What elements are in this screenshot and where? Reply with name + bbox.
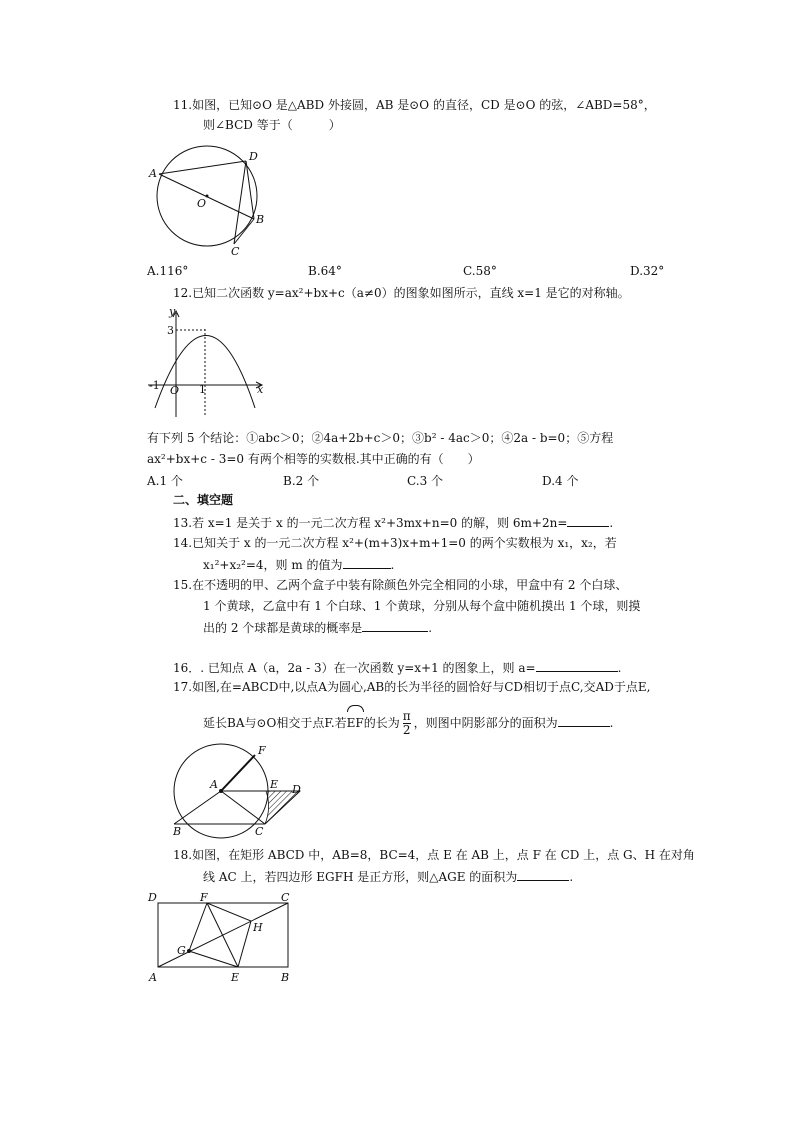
q12-text-3: ax²+bx+c - 3=0 有两个相等的实数根.其中正确的有（ ） xyxy=(147,452,480,466)
q17-answer-blank[interactable] xyxy=(558,714,610,727)
q11-label-d: D xyxy=(249,150,258,163)
q12-option-c: C.3 个 xyxy=(407,474,444,488)
q15-answer-blank[interactable] xyxy=(362,619,428,632)
q12-label-x: x xyxy=(257,383,264,396)
q14-text-2a: x₁²+x₂²=4，则 m 的值为 xyxy=(203,558,343,572)
section-2-title: 二、填空题 xyxy=(173,493,234,507)
q17-label-e: E xyxy=(270,778,279,791)
q17-text-2c: ，则图中阴影部分的面积为 xyxy=(413,716,558,730)
q11-option-c: C.58° xyxy=(463,264,497,278)
q15-text-3b: . xyxy=(428,621,433,635)
q18-label-h: H xyxy=(253,921,263,934)
q17-label-a: A xyxy=(210,778,218,791)
q17-label-c: C xyxy=(255,825,264,838)
q12-parabola-figure xyxy=(145,305,270,420)
q12-option-d: D.4 个 xyxy=(542,474,579,488)
q14-text-2b: . xyxy=(390,558,395,572)
q11-label-a: A xyxy=(149,167,157,180)
q18-label-g: G xyxy=(177,944,186,957)
q17-label-d: D xyxy=(292,783,301,796)
q12-label-3: 3 xyxy=(167,324,174,337)
q15-line-3 xyxy=(203,619,432,636)
q17-text-2b: 的长为 xyxy=(363,716,400,730)
q18-line-2: 线 AC 上，若四边形 EGFH 是正方形，则△AGE 的面积为 . xyxy=(203,870,574,884)
q11-option-b: B.64° xyxy=(308,264,342,278)
q17-text-1: 17.如图,在=ABCD中,以点A为圆心,AB的长为半径的圆恰好与CD相切于点C,交AD于点E, xyxy=(173,680,651,694)
q16-answer-blank[interactable] xyxy=(536,659,618,672)
q17-label-f: F xyxy=(258,744,266,757)
q14-text-1: 14.已知关于 x 的一元二次方程 x²+(m+3)x+m+1=0 的两个实数根为 x₁，x₂，若 xyxy=(173,536,617,550)
q11-option-a: A.116° xyxy=(147,264,189,278)
q12-label-neg1: -1 xyxy=(149,379,160,392)
q11-text-1: 11.如图，已知⊙O 是△ABD 外接圆，AB 是⊙O 的直径，CD 是⊙O 的弦，∠ABD=58°， xyxy=(173,98,656,112)
q12-option-b: B.2 个 xyxy=(283,474,320,488)
q11-label-c: C xyxy=(231,245,240,258)
q16-text: 16．. 已知点 A（a，2a - 3）在一次函数 y=x+1 的图象上，则 a= xyxy=(173,661,536,675)
q11-label-b: B xyxy=(256,213,265,226)
q17-frac-num: π xyxy=(402,709,411,723)
q17-frac-den: 2 xyxy=(402,723,411,737)
q15-text-1: 15.在不透明的甲、乙两个盒子中装有除颜色外完全相同的小球，甲盒中有 2 个白球、 xyxy=(173,578,628,592)
q18-label-d: D xyxy=(148,891,157,904)
q12-label-y: y xyxy=(169,305,176,318)
q17-parallelogram-figure xyxy=(160,742,310,840)
q11-circle-figure xyxy=(145,143,275,258)
q17-arc-ef: EF xyxy=(347,705,364,737)
q18-answer-blank[interactable] xyxy=(517,868,569,881)
q12-label-1: 1 xyxy=(199,383,206,396)
q18-label-e: E xyxy=(231,971,240,984)
q18-label-c: C xyxy=(281,891,290,904)
q14-line-2 xyxy=(203,556,394,573)
q12-text-2: 有下列 5 个结论：①abc＞0；②4a+2b+c＞0；③b² - 4ac＞0；④2a - b=0；⑤方程 xyxy=(147,431,614,445)
q12-text-1: 12.已知二次函数 y=ax²+bx+c（a≠0）的图象如图所示，直线 x=1 是它的对称轴。 xyxy=(173,286,630,300)
q15-text-2: 1 个黄球，乙盒中有 1 个白球、1 个黄球，分别从每个盒中随机摸出 1 个球，则摸 xyxy=(203,599,641,613)
q13-answer-blank[interactable] xyxy=(567,514,609,527)
q17-line-2: 延长BA与⊙O相交于点F.若EF的长为 $\frac{\pi}{2}$ ，则图中阴影部分的面积为 . xyxy=(203,705,614,737)
q18-label-a: A xyxy=(149,971,157,984)
q17-text-2a: 延长BA与⊙O相交于点F.若 xyxy=(203,716,347,730)
q18-label-f: F xyxy=(200,891,208,904)
q11-option-d: D.32° xyxy=(630,264,665,278)
q18-rectangle-figure xyxy=(145,887,305,987)
q15-text-3a: 出的 2 个球都是黄球的概率是 xyxy=(203,621,363,635)
q17-label-b: B xyxy=(173,825,182,838)
q14-answer-blank[interactable] xyxy=(343,556,391,569)
q12-option-a: A.1 个 xyxy=(147,474,183,488)
q12-label-o: O xyxy=(170,384,180,397)
q18-label-b: B xyxy=(281,971,290,984)
q13-line: 13.若 x=1 是关于 x 的一元二次方程 x²+3mx+n=0 的解，则 6m+2n= . xyxy=(173,516,614,530)
q11-text-2: 则∠BCD 等于（ ） xyxy=(203,118,341,132)
q17-fraction xyxy=(403,710,411,737)
q18-text-1: 18.如图，在矩形 ABCD 中，AB=8，BC=4，点 E 在 AB 上，点 F 在 CD 上，点 G、H 在对角 xyxy=(173,848,695,862)
q11-label-o: O xyxy=(197,197,207,210)
q13-text: 13.若 x=1 是关于 x 的一元二次方程 x²+3mx+n=0 的解，则 6m+2n= xyxy=(173,516,568,530)
q18-text-2: 线 AC 上，若四边形 EGFH 是正方形，则△AGE 的面积为 xyxy=(203,870,518,884)
q16-line: 16．. 已知点 A（a，2a - 3）在一次函数 y=x+1 的图象上，则 a= . xyxy=(173,661,622,675)
